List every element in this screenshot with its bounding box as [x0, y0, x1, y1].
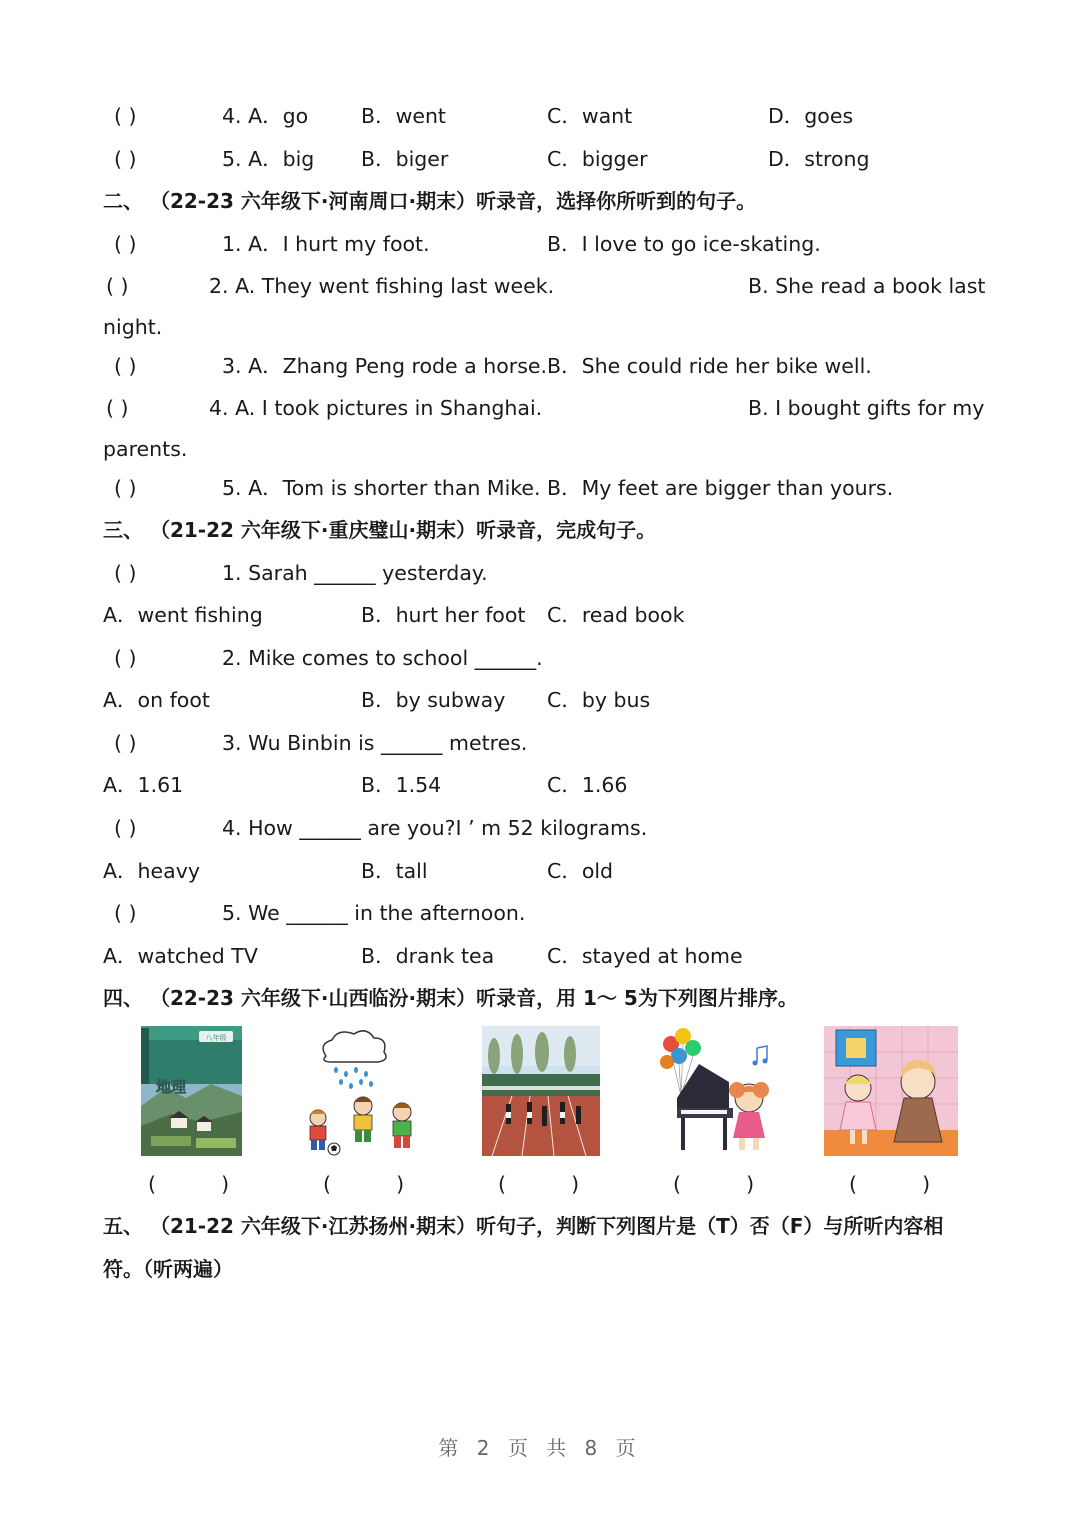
option-b: B．biger	[361, 147, 449, 171]
question-row	[0, 808, 1080, 848]
question-text: 5. We ______ in the afternoon.	[222, 901, 526, 925]
answer-bracket[interactable]: ( )	[106, 396, 129, 420]
section-heading: 二、 （22-23 六年级下·河南周口·期末）听录音，选择你所听到的句子。	[103, 189, 757, 213]
option-a: A．on foot	[103, 688, 210, 712]
question-row	[0, 266, 1080, 306]
option-c: C．stayed at home	[547, 944, 743, 968]
option-c: C．bigger	[547, 147, 648, 171]
question-row-continuation: parents.	[103, 437, 188, 461]
option-b: B．She could ride her bike well.	[547, 354, 872, 378]
question-row	[0, 346, 1080, 386]
question-row	[0, 638, 1080, 678]
kids-playing-football-rain-picture	[298, 1026, 428, 1156]
answer-bracket[interactable]: ( )	[114, 901, 137, 925]
answer-bracket[interactable]: ( )	[114, 354, 137, 378]
option-c: C．read book	[547, 603, 685, 627]
option-c: C．1.66	[547, 773, 628, 797]
option-b: B. I bought gifts for my	[748, 396, 985, 420]
question-text: 2. Mike comes to school ______.	[222, 646, 543, 670]
page-footer: 第 2 页 共 8 页	[438, 1436, 642, 1460]
option-a: 3. A．Zhang Peng rode a horse.	[222, 354, 547, 378]
question-row	[0, 893, 1080, 933]
option-a: A．went fishing	[103, 603, 263, 627]
answer-bracket[interactable]: ( )	[498, 1172, 580, 1196]
answer-bracket[interactable]: ( )	[114, 147, 137, 171]
option-b: B. She read a book last	[748, 274, 986, 298]
answer-bracket[interactable]: ( )	[323, 1172, 405, 1196]
section-heading-continuation: 符。（听两遍）	[103, 1257, 233, 1281]
option-b: B．drank tea	[361, 944, 495, 968]
girl-and-grandma-picture	[824, 1026, 958, 1156]
answer-bracket[interactable]: ( )	[114, 646, 137, 670]
answer-bracket[interactable]: ( )	[114, 476, 137, 500]
option-c: C．by bus	[547, 688, 651, 712]
option-a: A．watched TV	[103, 944, 258, 968]
question-row	[0, 224, 1080, 264]
section-heading: 五、 （21-22 六年级下·江苏扬州·期末）听句子，判断下列图片是（T）否（F）与所听内容相	[103, 1214, 944, 1238]
option-a: 1. A．I hurt my foot.	[222, 232, 430, 256]
answer-bracket[interactable]: ( )	[114, 104, 137, 128]
svg-text:八年级: 八年级	[205, 1034, 227, 1042]
question-text: 1. Sarah ______ yesterday.	[222, 561, 488, 585]
svg-text:地理: 地理	[155, 1078, 187, 1096]
option-d: D．strong	[768, 147, 870, 171]
option-a: 4. A. I took pictures in Shanghai.	[209, 396, 543, 420]
option-b: B．I love to go ice-skating.	[547, 232, 821, 256]
options-row	[0, 595, 1080, 635]
answer-bracket[interactable]: ( )	[114, 561, 137, 585]
answer-bracket[interactable]: ( )	[673, 1172, 755, 1196]
question-row	[0, 468, 1080, 508]
girl-playing-piano-picture	[659, 1026, 783, 1156]
answer-bracket[interactable]: ( )	[148, 1172, 230, 1196]
option-b: B．tall	[361, 859, 428, 883]
question-row	[0, 553, 1080, 593]
option-b: B．1.54	[361, 773, 442, 797]
option-a: 2. A. They went fishing last week.	[209, 274, 555, 298]
option-c: C．want	[547, 104, 633, 128]
answer-bracket[interactable]: ( )	[114, 731, 137, 755]
option-a: 4. A．go	[222, 104, 309, 128]
option-a: A．heavy	[103, 859, 200, 883]
option-a: 5. A．big	[222, 147, 315, 171]
option-a: A．1.61	[103, 773, 184, 797]
question-row	[0, 388, 1080, 428]
option-b: B．went	[361, 104, 446, 128]
geography-book-picture	[141, 1026, 242, 1156]
answer-bracket[interactable]: ( )	[114, 232, 137, 256]
answer-bracket[interactable]: ( )	[114, 816, 137, 840]
answer-bracket[interactable]: ( )	[849, 1172, 931, 1196]
question-row	[0, 723, 1080, 763]
option-a: 5. A．Tom is shorter than Mike.	[222, 476, 541, 500]
option-d: D．goes	[768, 104, 854, 128]
options-row	[0, 765, 1080, 805]
question-row-continuation: night.	[103, 315, 163, 339]
section-heading: 四、 （22-23 六年级下·山西临汾·期末）听录音，用 1～ 5为下列图片排序。	[103, 986, 798, 1010]
option-c: C．old	[547, 859, 614, 883]
answer-bracket[interactable]: ( )	[106, 274, 129, 298]
option-b: B．hurt her foot	[361, 603, 526, 627]
option-b: B．My feet are bigger than yours.	[547, 476, 894, 500]
running-race-picture	[482, 1026, 600, 1156]
option-b: B．by subway	[361, 688, 506, 712]
section-heading: 三、 （21-22 六年级下·重庆璧山·期末）听录音，完成句子。	[103, 518, 657, 542]
options-row	[0, 680, 1080, 720]
options-row	[0, 851, 1080, 891]
question-row	[0, 96, 1080, 136]
question-text: 3. Wu Binbin is ______ metres.	[222, 731, 528, 755]
question-text: 4. How ______ are you?I ’ m 52 kilograms.	[222, 816, 648, 840]
options-row	[0, 936, 1080, 976]
question-row	[0, 139, 1080, 179]
